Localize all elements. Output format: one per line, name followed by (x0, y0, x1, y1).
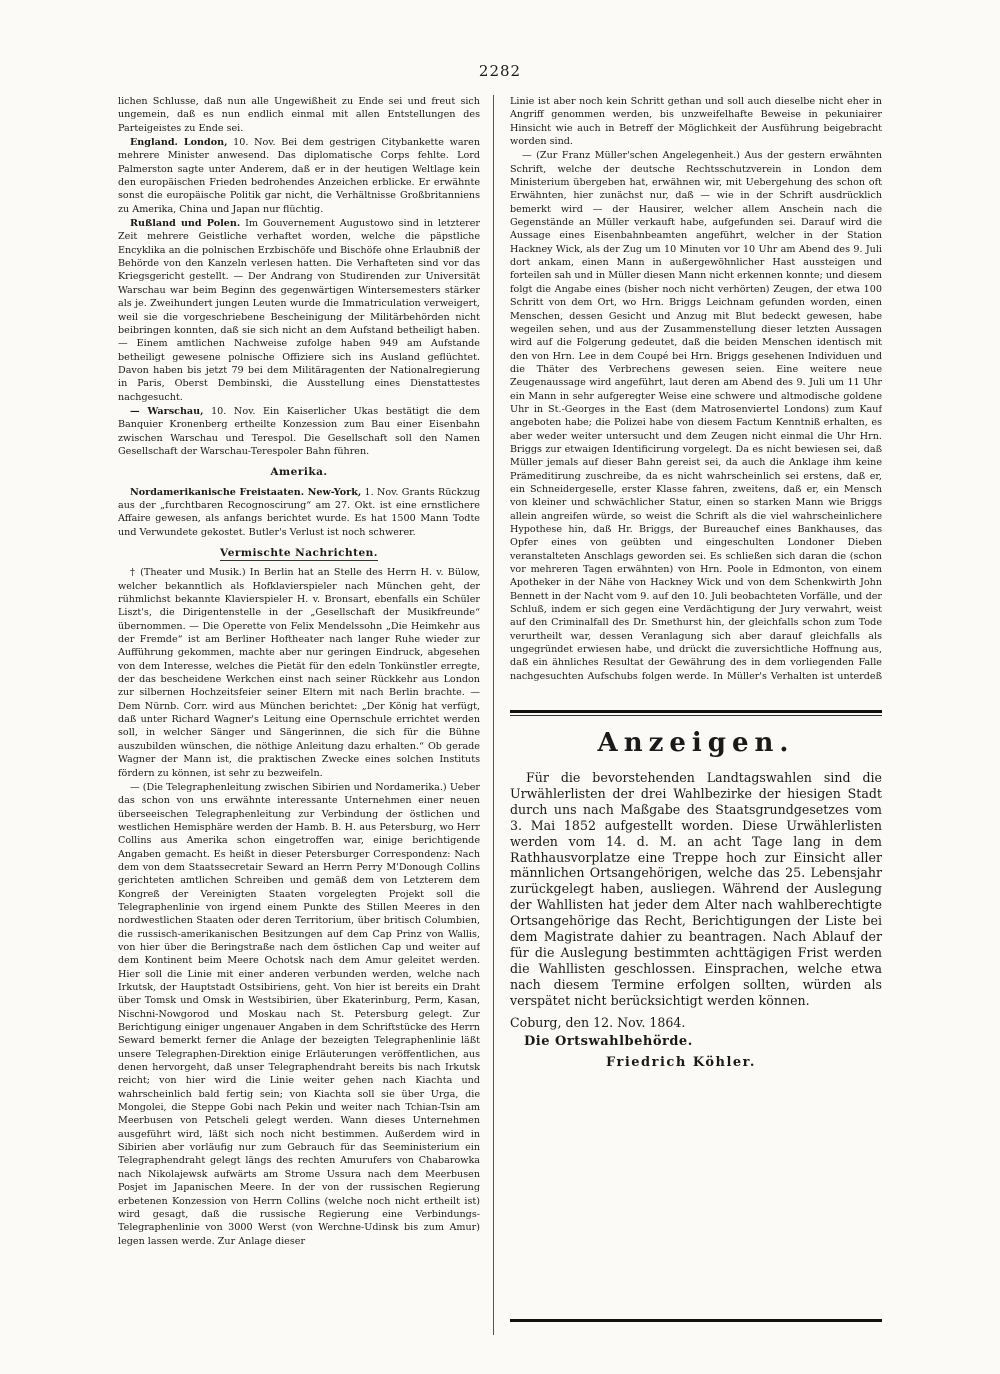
ad-top-rule (510, 710, 882, 713)
vermischte-heading (118, 547, 480, 560)
left-column (118, 95, 480, 1320)
ad-body: Für die bevorstehenden Landtagswahlen sind die Urwählerlisten der drei Wahlbezirke der hiesigen Stadt durch uns nach Maßgabe des Staatsgrundgesetzes vom 3. Mai 1852 aufgestellt worden. Diese Urwählerlisten werden vom 14. d. M. an acht Tage lang in dem Rathhausvorplatze eine Treppe hoch zur Einsicht aller männlichen Ortsangehörigen, welche das 25. Lebensjahr zurückgelegt haben, ausliegen. Während der Auslegung der Wahllisten hat jeder dem Alter nach wahlberechtigte Ortsangehörige das Recht, Berichtigungen der Liste bei dem Magistrate dahier zu beantragen. Nach Ablauf der für die Auslegung bestimmten achttägigen Frist werden die Wahllisten geschlossen. Einsprachen, welche etwa nach diesem Termine erfolgen sollten, würden als verspätet nicht berücksichtigt werden können. (510, 770, 882, 1008)
russland-lead: Rußland und Polen. (130, 218, 241, 230)
nordamerika-text: 1. Nov. Grants Rückzug aus der „furchtbaren Recognoscirung“ am 27. Okt. ist eine ernstlichere Affaire gewesen, als anfangs berichtet wurde. Es hat 1500 Mann Todte und Verwundete gekostet. Butler's Verlust ist noch schwerer. (118, 486, 480, 538)
warschau-text: 10. Nov. Ein Kaiserlicher Ukas bestätigt die dem Banquier Kronenberg ertheilte Konzession zum Bau einer Eisenbahn zwischen Warschau und Terespol. Die Gesellschaft soll den Namen Gesellschaft der Warschau-Terespoler Bahn führen. (118, 405, 480, 457)
mueller-article: — (Zur Franz Müller'schen Angelegenheit.) Aus der gestern erwähnten Schrift, welche der deutsche Rechtsschutzverein in London dem Ministerium übergeben hat, erwähnen wir, mit Uebergehung des schon oft Erwähnten, hier zunächst nur, daß — wie in der Schrift ausdrücklich bemerkt wird — der Hausirer, welcher allem Anschein nach die Gegenstände an Müller verkauft habe, aufgefunden sei. Darauf wird die Aussage eines Eisenbahnbeamten angeführt, welcher in der Station Hackney Wick, als der Zug um 10 Minuten vor 10 Uhr am Abend des 9. Juli dort ankam, einen Mann in außergewöhnlicher Hast aussteigen und forteilen sah und in Müller diesen Mann nicht erkennen konnte; und diesem folgt die Angabe eines (bisher noch nicht verhörten) Zeugen, der etwa 100 Schritt von dem Ort, wo Hrn. Briggs Leichnam gefunden worden, einen Menschen, dessen Gesicht und Anzug mit Blut bedeckt gewesen, habe wegeilen sehen, und aus der Zusammenstellung dieser letzten Aussagen wird auf die Folgerung gedeutet, daß die beiden Menschen identisch mit den von Hrn. Lee in dem Coupé bei Hrn. Briggs gesehenen Individuen und die Thäter des Verbrechens gewesen seien. Eine weitere neue Zeugenaussage wird angeführt, laut deren am Abend des 9. Juli um 11 Uhr ein Mann in sehr aufgeregter Weise eine schwere und altmodische goldene Uhr in St.-Georges in the East (dem Matrosenviertel Londons) zum Kauf angeboten habe; die Polizei habe von diesem Factum Kenntniß erhalten, es aber weder weiter untersucht und dem Zeugen nicht einmal die Uhr Hrn. Briggs zur etwaigen Identificirung vorgelegt. Da es nicht bewiesen sei, daß Müller jemals auf dieser Bahn gereist sei, da auch die Anklage ihm keine Prämeditirung zuschreibe, da es nicht wahrscheinlich sei erstens, daß er, ein Schneidergeselle, erster Klasse fahren, zweitens, daß er, ein Mensch von kleiner und schwächlicher Statur, einen so starken Mann wie Briggs allein angreifen würde, so weist die Schrift als die viel wahrscheinlichere Hypothese hin, daß Hr. Briggs, der Bureauchef eines Bankhauses, das Opfer eines von geübten und eingeschulten Londoner Dieben veranstalteten Anschlags geworden sei. Es schließen sich daran die (schon vor mehreren Tagen erwähnten) von Hrn. Poole in Edmonton, von einem Apotheker in der Nähe von Hackney Wick und von dem Schenkwirth John Bennett in der Nacht vom 9. auf den 10. Juli beobachteten Vorfälle, und der Schluß, indem er sich gegen eine Verdächtigung der Jury verwahrt, weist auf den Criminalfall des Dr. Smethurst hin, der gleichfalls schon zum Tode verurtheilt war, dessen Veranlagung sich aber darauf gleichfalls als ungegründet erwiesen habe, und drückt die zuversichtliche Hoffnung aus, daß ein ähnliches Resultat der Gewährung des in dem vorliegenden Falle nachgesuchten Aufschubs folgen werde. In Müller's Verhalten ist unterdeß (510, 150, 882, 682)
intro-paragraph: lichen Schlusse, daß nun alle Ungewißheit zu Ende sei und freut sich ungemein, daß es nun endlich einmal mit allen Entstellungen des Parteigeistes zu Ende sei. (118, 96, 480, 134)
ad-signer-name: Friedrich Köhler. (606, 1054, 756, 1070)
ad-authority: Die Ortswahlbehörde. (524, 1033, 693, 1049)
theater-article: † (Theater und Musik.) In Berlin hat an Stelle des Herrn H. v. Bülow, welcher bekanntlich als Hofklavierspieler nach München geht, der rühmlichst bekannte Klavierspieler H. v. Bronsart, ebenfalls ein Schüler Liszt's, die Dirigentenstelle in der „Gesellschaft der Musikfreunde“ übernommen. — Die Operette von Felix Mendelssohn „Die Heimkehr aus der Fremde“ ist am Berliner Hoftheater nach langer Ruhe wieder zur Aufführung gekommen, machte aber nur geringen Eindruck, abgesehen von dem Interesse, welches die Pietät für den edeln Tonkünstler erregte, der das bescheidene Werkchen einst nach seiner Rückkehr aus London zur silbernen Hochzeitsfeier seiner Eltern mit nach Berlin brachte. — Dem Nürnb. Corr. wird aus München berichtet: „Der König hat verfügt, daß unter Richard Wagner's Leitung eine Opernschule errichtet werden soll, in welcher Sänger und Sängerinnen, die sich für die Bühne auszubilden wünschen, die nöthige Anleitung dazu erhalten.“ Ob gerade Wagner der Mann ist, die praktischen Zwecke eines solchen Instituts fördern zu können, ist sehr zu bezweifeln. (118, 567, 480, 779)
ad-title: Anzeigen. (597, 728, 795, 758)
amerika-heading: Amerika. (270, 466, 328, 479)
vermischte-heading-text: Vermischte Nachrichten. (220, 547, 378, 559)
column-divider (493, 95, 494, 1335)
russland-text: Im Gouvernement Augustowo sind in letzterer Zeit mehrere Geistliche verhaftet worden, welche die päpstliche Encyklika an die polnischen Erzbischöfe und Bischöfe ohne Erlaubniß der Behörde von den Kanzeln verlesen hatten. Die Verhafteten sind vor das Kriegsgericht gestellt. — Der Andrang von Studirenden zur Universität Warschau war beim Beginn des gegenwärtigen Wintersemesters stärker als je. Zweihundert jungen Leuten wurde die Immatriculation verweigert, weil sie die vorgeschriebene Bescheinigung der Militärbehörden nicht beibringen konnten, daß sie sich nicht an dem Aufstand betheiligt haben. — Einem amtlichen Nachweise zufolge haben 949 am Aufstande betheiligt gewesene polnische Offiziere sich ins Ausland geflüchtet. Davon haben bis jetzt 79 bei dem Militäragenten der Nationalregierung in Paris, Oberst Dembinski, die Ausstellung eines Dienstattestes nachgesucht. (118, 218, 480, 403)
telegraph-article: — (Die Telegraphenleitung zwischen Sibirien und Nordamerika.) Ueber das schon von uns erwähnte interessante Unternehmen einer neuen überseeischen Telegraphenleitung zur Verbindung der östlichen und westlichen Hemisphäre werden der Hamb. B. H. aus Petersburg, wo Herr Collins aus Amerika schon eingetroffen war, einige berichtigende Angaben gemacht. Es heißt in dieser Petersburger Correspondenz: Nach dem von dem Staatssecretair Seward an Herrn Perry M'Donough Collins gerichteten amtlichen Schreiben und gemäß dem von Letzterem dem Kongreß der Vereinigten Staaten vorgelegten Projekt soll die Telegraphenlinie von irgend einem Punkte des Stillen Meeres in den nordwestlichen Staaten oder deren Territorium, über britisch Columbien, die russisch-amerikanischen Besitzungen auf dem Cap Prinz von Wallis, von hier über die Beringstraße nach dem östlichen Cap und weiter auf dem Kontinent beim Meere Ochotsk nach dem Amur geleitet werden. Hier soll die Linie mit einer anderen verbunden werden, welche nach Irkutsk, der Hauptstadt Ostsibiriens, geht. Von hier ist bereits ein Draht über Tomsk und Omsk in Westsibirien, über Ekaterinburg, Perm, Kasan, Nischni-Nowgorod und Moskau nach St. Petersburg gelegt. Zur Berichtigung einiger ungenauer Angaben in dem Schriftstücke des Herrn Seward bemerkt ferner die Anlage der bezeigten Telegraphenlinie läßt unsere Telegraphen-Direktion einige Erläuterungen veröffentlichen, aus denen hervorgeht, daß unser Telegraphendraht bereits bis nach Irkutsk reicht; von hier wird die Linie weiter gehen nach Kiachta und wahrscheinlich bald fertig sein; von Kiachta soll sie über Urga, die Mongolei, die Steppe Gobi nach Pekin und weiter nach Tchian-Tsin am Meerbusen von Petscheli gelegt werden. Wann dieses Unternehmen ausgeführt wird, läßt sich noch nicht bestimmen. Außerdem wird in Sibirien aber vorläufig nur zum Gebrauch für das Seeministerium ein Telegraphendraht gelegt längs des rechten Amurufers von Chabarowka nach Nikolajewsk aufwärts am Strome Ussura nach dem Meerbusen Posjet im Japanischen Meere. In der von der russischen Regierung erbetenen Konzession von Herrn Collins (welche noch nicht ertheilt ist) wird gesagt, daß die russische Regierung eine Verbindungs-Telegraphenlinie von 3000 Werst (von Werchne-Udinsk bis zum Amur) legen lassen werde. Zur Anlage dieser (118, 781, 480, 1247)
ad-top-rule-thin (510, 715, 882, 716)
ad-date: Coburg, den 12. Nov. 1864. (510, 1014, 686, 1030)
ad-bottom-rule (510, 1319, 882, 1322)
russland-article (118, 217, 480, 404)
advertisement-section (510, 710, 882, 1340)
page-number: 2282 (478, 62, 522, 80)
right-column (510, 95, 882, 685)
continued-paragraph: Linie ist aber noch kein Schritt gethan und soll auch dieselbe nicht eher in Angriff genommen werden, bis unzweifelhafte Beweise in pekuniairer Hinsicht wie auch in Betreff der Möglichkeit der Ausführung beigebracht worden sind. (510, 96, 882, 148)
nordamerika-lead: Nordamerikanische Freistaaten. New-York, (130, 486, 362, 498)
nordamerika-article (118, 486, 480, 539)
warschau-lead: — Warschau, (130, 405, 204, 417)
england-article (118, 136, 480, 216)
england-text: 10. Nov. Bei dem gestrigen Citybankette waren mehrere Minister anwesend. Das diplomatische Corps fehlte. Lord Palmerston sagte unter Anderem, daß er in der heutigen Weltlage kein den europäischen Frieden bedrohendes Anzeichen erblicke. Er erwähnte sonst die europäische Politik gar nicht, die Verhältnisse Großbritanniens zu Amerika, China und Japan nur flüchtig. (118, 137, 480, 215)
england-lead: England. London, (130, 137, 228, 149)
warschau-article (118, 405, 480, 458)
